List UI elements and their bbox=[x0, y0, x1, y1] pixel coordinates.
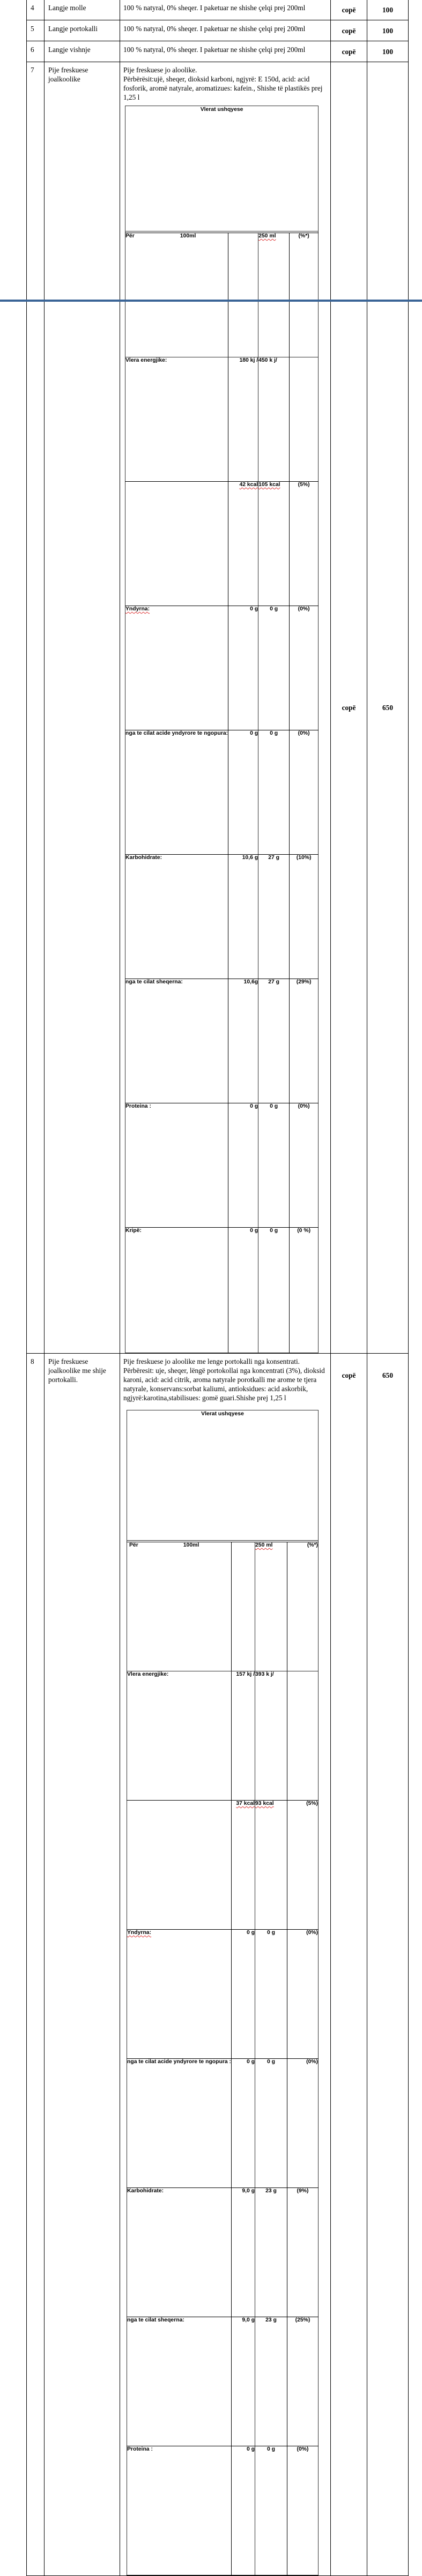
value-100: 0 g bbox=[232, 1930, 255, 2059]
energy-kcal-100: 37 kcal bbox=[232, 1801, 255, 1930]
product-description: 100 % natyral, 0% sheqer. I paketuar ne shishe çelqi prej 200ml bbox=[120, 0, 331, 20]
per-100ml-label: 100ml bbox=[183, 1542, 199, 1548]
nutrient-label: Yndyrna: bbox=[127, 1930, 232, 2059]
value-250: 27 g bbox=[258, 979, 290, 1103]
value-pct: (9%) bbox=[287, 2188, 319, 2317]
energy-kcal-250: 105 kcal bbox=[258, 482, 290, 606]
description-intro: Pije freskuese jo aloolike me lenge portokalli nga konsentrati. bbox=[123, 1357, 300, 1365]
nutrient-label: nga te cilat acide yndyrore te ngopura: bbox=[125, 730, 228, 855]
product-name: Pije freskuese joalkoolike bbox=[45, 62, 120, 1354]
product-name: Pije freskuese joalkoolike me shije portokalli. bbox=[45, 1354, 120, 2576]
value-pct: (0%) bbox=[287, 2059, 319, 2188]
energy-kj-100: 157 kj / bbox=[232, 1671, 255, 1801]
nutrient-label: Kripë: bbox=[125, 1228, 228, 1353]
product-description: 100 % natyral, 0% sheqer. I paketuar ne shishe çelqi prej 200ml bbox=[120, 41, 331, 62]
value-250: 0 g bbox=[258, 606, 290, 730]
pct-header: (%*) bbox=[287, 1542, 319, 1671]
unit-cell: copë bbox=[331, 41, 367, 62]
row-number: 4 bbox=[27, 0, 45, 20]
value-100: 0 g bbox=[228, 1103, 258, 1228]
energy-kj-250: 393 k j/ bbox=[255, 1671, 287, 1801]
value-pct: (29%) bbox=[290, 979, 319, 1103]
per-100ml-label: 100ml bbox=[180, 233, 196, 239]
per-250ml-label: 250 ml bbox=[258, 233, 290, 357]
description-ingredients: Përbëresit: uje, sheqer, lëngë portokollai nga koncentrati (3%), dioksid karoni, acid: acid citrik, aroma natyrale porotkalli me arome te tjera natyrale, konservans:sorbat kaliumi, antioksidues: acid askorbik, ngjyrë:karotina,stabilisues: gomë guari.Shishe prej 1,25 l bbox=[123, 1367, 325, 1402]
value-250: 0 g bbox=[255, 2059, 287, 2188]
value-100: 0 g bbox=[228, 1228, 258, 1353]
energy-kj-100: 180 kj / bbox=[228, 357, 258, 482]
value-100: 10,6 g bbox=[228, 855, 258, 979]
table-row bbox=[27, 41, 409, 62]
pct-header: (%*) bbox=[290, 233, 319, 357]
value-250: 23 g bbox=[255, 2188, 287, 2317]
unit-cell: copë bbox=[331, 62, 367, 1354]
product-name: Langje molle bbox=[45, 0, 120, 20]
per-250ml-label: 250 ml bbox=[255, 1542, 287, 1671]
nutrition-title: Vlerat ushqyese bbox=[127, 1410, 319, 1541]
value-pct: (0%) bbox=[290, 606, 319, 730]
row-number: 5 bbox=[27, 20, 45, 41]
nutrient-label: Proteina : bbox=[125, 1103, 228, 1228]
table-row bbox=[27, 1354, 409, 2576]
nutrient-label: Vlera energjike: bbox=[125, 357, 228, 482]
per-label: Për bbox=[129, 1542, 138, 1548]
row-number: 7 bbox=[27, 62, 45, 1354]
value-pct: (0%) bbox=[290, 1103, 319, 1228]
quantity-cell: 650 bbox=[367, 1354, 409, 2576]
energy-kj-250: 450 k j/ bbox=[258, 357, 290, 482]
value-250: 0 g bbox=[255, 1930, 287, 2059]
value-pct: (0%) bbox=[287, 2446, 319, 2575]
product-description bbox=[120, 62, 331, 1354]
nutrient-label: Yndyrna: bbox=[125, 606, 228, 730]
nutrient-label: Karbohidrate: bbox=[127, 2188, 232, 2317]
value-100: 0 g bbox=[228, 606, 258, 730]
nutrient-label: Proteina : bbox=[127, 2446, 232, 2575]
nutrient-label: Karbohidrate: bbox=[125, 855, 228, 979]
energy-kcal-100: 42 kcal bbox=[228, 482, 258, 606]
nutrition-table bbox=[127, 1410, 319, 2575]
value-pct: (10%) bbox=[290, 855, 319, 979]
nutrient-label: nga te cilat sheqerna: bbox=[125, 979, 228, 1103]
table-row bbox=[27, 62, 409, 1354]
row-number: 6 bbox=[27, 41, 45, 62]
quantity-cell: 100 bbox=[367, 20, 409, 41]
value-250: 23 g bbox=[255, 2317, 287, 2446]
value-250: 0 g bbox=[258, 1228, 290, 1353]
table-row bbox=[27, 20, 409, 41]
product-description: 100 % natyral, 0% sheqer. I paketuar ne shishe çelqi prej 200ml bbox=[120, 20, 331, 41]
product-table bbox=[26, 0, 409, 2576]
value-pct: (0 %) bbox=[290, 1228, 319, 1353]
energy-pct: (5%) bbox=[287, 1801, 319, 1930]
value-100: 0 g bbox=[232, 2446, 255, 2575]
value-100: 9,0 g bbox=[232, 2188, 255, 2317]
product-name: Langje portokalli bbox=[45, 20, 120, 41]
description-ingredients: Përbërësit:ujë, sheqer, dioksid karboni, ngjyrë: E 150d, acid: acid fosforik, aromë natyrale, aromatizues: kafein., Shishe të plastikës prej 1,25 l bbox=[123, 75, 323, 101]
nutrient-label: Vlera energjike: bbox=[127, 1671, 232, 1801]
value-250: 0 g bbox=[255, 2446, 287, 2575]
value-100: 10,6g bbox=[228, 979, 258, 1103]
nutrient-label: nga te cilat acide yndyrore te ngopura : bbox=[127, 2059, 232, 2188]
quantity-cell: 100 bbox=[367, 41, 409, 62]
value-100: 0 g bbox=[228, 730, 258, 855]
per-label: Për bbox=[125, 233, 135, 239]
nutrition-table bbox=[125, 106, 319, 1353]
quantity-cell: 650 bbox=[367, 62, 409, 1354]
quantity-cell: 100 bbox=[367, 0, 409, 20]
unit-cell: copë bbox=[331, 20, 367, 41]
value-pct: (0%) bbox=[287, 1930, 319, 2059]
product-name: Langje vishnje bbox=[45, 41, 120, 62]
nutrient-label: nga te cilat sheqerna: bbox=[127, 2317, 232, 2446]
unit-cell: copë bbox=[331, 0, 367, 20]
energy-pct: (5%) bbox=[290, 482, 319, 606]
value-pct: (25%) bbox=[287, 2317, 319, 2446]
value-250: 0 g bbox=[258, 730, 290, 855]
energy-kcal-250: 93 kcal bbox=[255, 1801, 287, 1930]
value-250: 27 g bbox=[258, 855, 290, 979]
description-intro: Pije freskuese jo aloolike. bbox=[123, 66, 197, 74]
value-pct: (0%) bbox=[290, 730, 319, 855]
unit-cell: copë bbox=[331, 1354, 367, 2576]
value-100: 9,0 g bbox=[232, 2317, 255, 2446]
nutrition-title: Vlerat ushqyese bbox=[125, 106, 319, 232]
table-row bbox=[27, 0, 409, 20]
row-number: 8 bbox=[27, 1354, 45, 2576]
value-250: 0 g bbox=[258, 1103, 290, 1228]
product-description bbox=[120, 1354, 331, 2576]
value-100: 0 g bbox=[232, 2059, 255, 2188]
window-bottom-edge bbox=[0, 300, 422, 302]
